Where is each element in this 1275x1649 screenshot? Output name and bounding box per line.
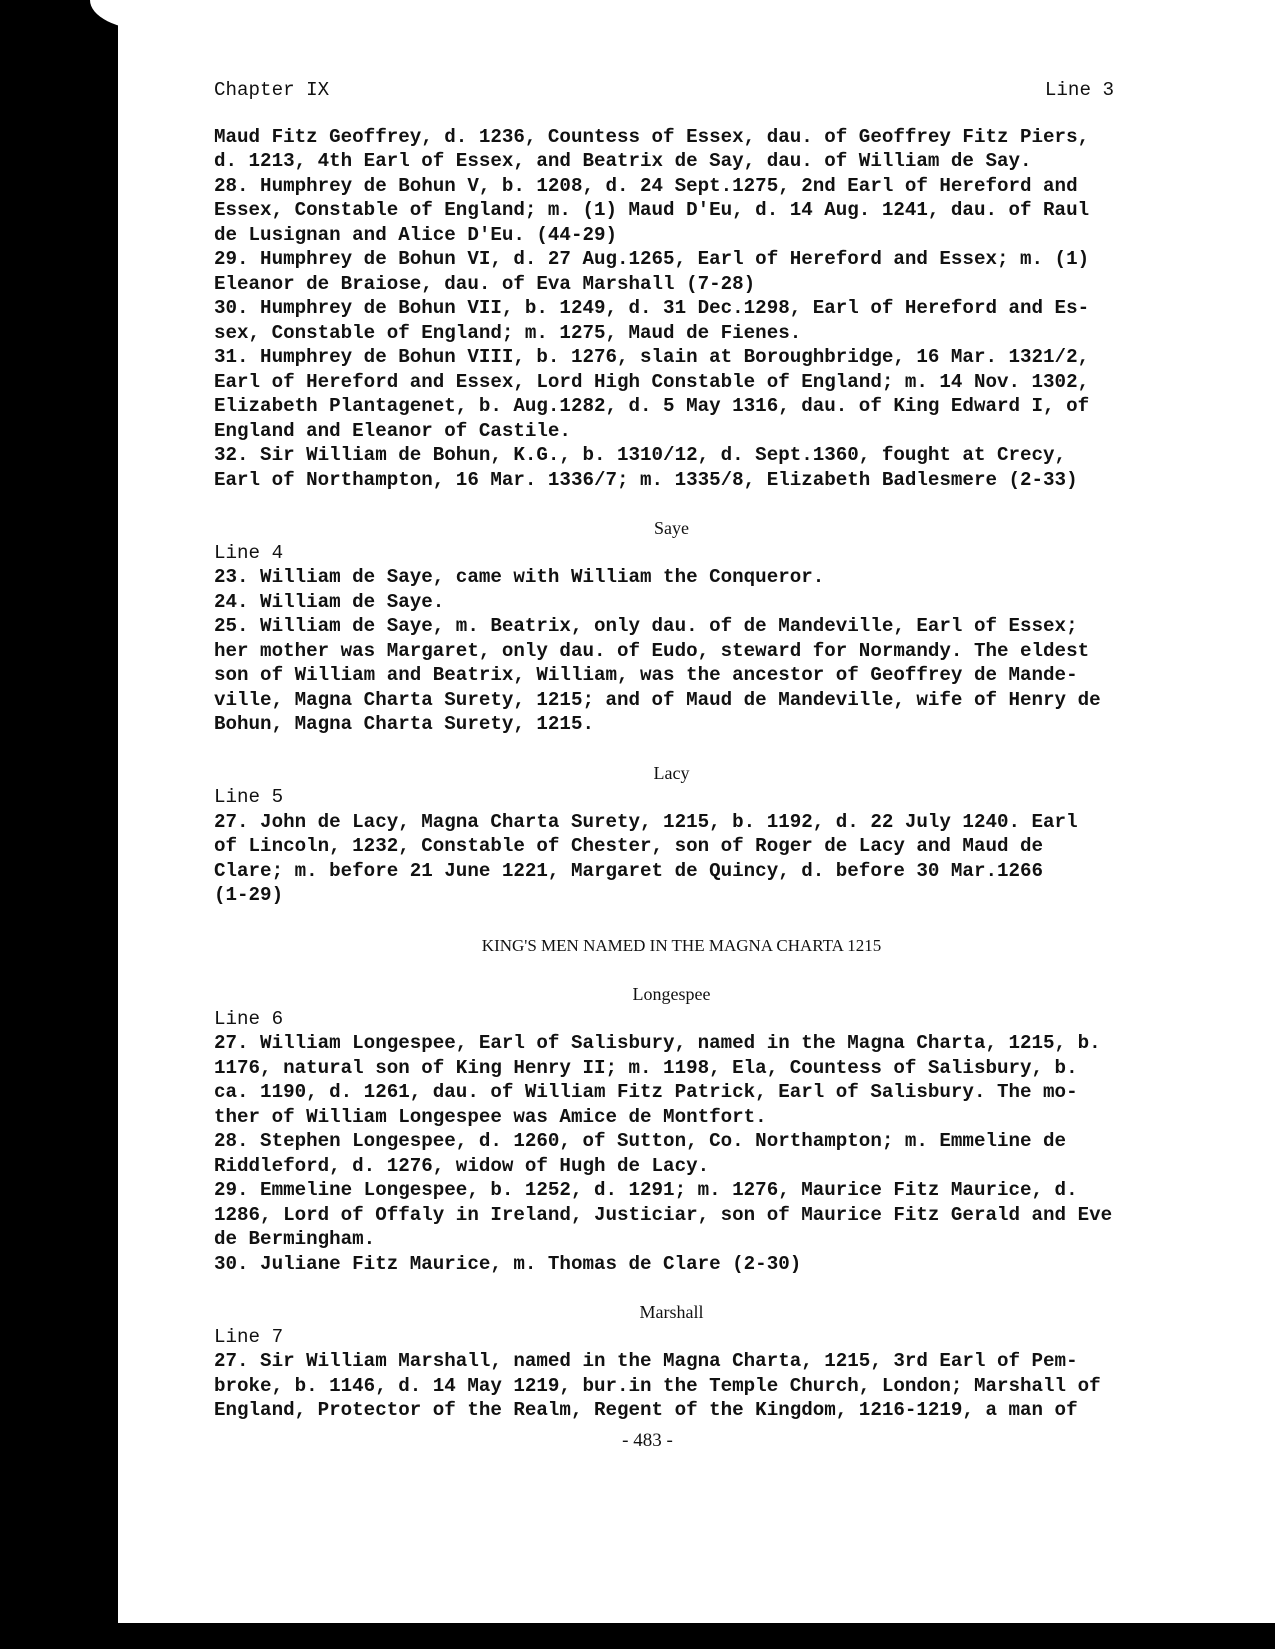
text-line: Clare; m. before 21 June 1221, Margaret de Quincy, d. before 30 Mar.1266 [214, 859, 1044, 882]
section-title-lacy: Lacy [653, 762, 690, 783]
text-line: Earl of Hereford and Essex, Lord High Constable of England; m. 14 Nov. 1302, [214, 370, 1090, 393]
text-line: 28. Stephen Longespee, d. 1260, of Sutton, Co. Northampton; m. Emmeline de [214, 1130, 1067, 1152]
marshall-block [214, 1349, 1189, 1423]
saye-block [214, 565, 1189, 737]
text-line: 30. Juliane Fitz Maurice, m. Thomas de Clare (2-30) [214, 1252, 802, 1275]
text-line: England, Protector of the Realm, Regent of the Kingdom, 1216-1219, a man of [214, 1399, 1078, 1421]
text-line: d. 1213, 4th Earl of Essex, and Beatrix de Say, dau. of William de Say. [214, 150, 1032, 172]
text-line: England and Eleanor of Castile. [214, 419, 571, 442]
text-line: ther of William Longespee was Amice de Montfort. [214, 1105, 767, 1128]
text-line: (1-29) [214, 884, 284, 906]
text-line: ville, Magna Charta Surety, 1215; and of Maud de Mandeville, wife of Henry de [214, 688, 1101, 711]
text-line: sex, Constable of England; m. 1275, Maud de Fienes. [214, 321, 802, 344]
text-line: 31. Humphrey de Bohun VIII, b. 1276, slain at Boroughbridge, 16 Mar. 1321/2, [214, 346, 1090, 368]
text-line: 1176, natural son of King Henry II; m. 1198, Ela, Countess of Salisbury, b. [214, 1056, 1078, 1079]
intro-block [214, 125, 1189, 493]
text-line: ca. 1190, d. 1261, dau. of William Fitz Patrick, Earl of Salisbury. The mo- [214, 1081, 1078, 1103]
text-line: Bohun, Magna Charta Surety, 1215. [214, 713, 594, 735]
text-line: Essex, Constable of England; m. (1) Maud D'Eu, d. 14 Aug. 1241, dau. of Raul [214, 199, 1090, 221]
text-line: Eleanor de Braiose, dau. of Eva Marshall (7-28) [214, 272, 756, 295]
text-line: her mother was Margaret, only dau. of Eudo, steward for Normandy. The eldest [214, 639, 1090, 662]
scan-edge-notch [90, 0, 150, 30]
text-line: 27. John de Lacy, Magna Charta Surety, 1215, b. 1192, d. 22 July 1240. Earl [214, 810, 1078, 833]
text-line: de Bermingham. [214, 1228, 376, 1250]
text-line: 29. Emmeline Longespee, b. 1252, d. 1291; m. 1276, Maurice Fitz Maurice, d. [214, 1179, 1078, 1201]
text-line: 27. Sir William Marshall, named in the Magna Charta, 1215, 3rd Earl of Pem- [214, 1350, 1078, 1372]
line-label: Line 7 [214, 1325, 284, 1348]
text-line: 32. Sir William de Bohun, K.G., b. 1310/12, d. Sept.1360, fought at Crecy, [214, 444, 1067, 466]
lacy-block [214, 810, 1189, 908]
text-line: 27. William Longespee, Earl of Salisbury, named in the Magna Charta, 1215, b. [214, 1032, 1101, 1054]
section-title-longespee: Longespee [632, 984, 711, 1004]
line-label: Line 6 [214, 1007, 284, 1030]
text-line: 29. Humphrey de Bohun VI, d. 27 Aug.1265, Earl of Hereford and Essex; m. (1) [214, 248, 1090, 270]
longespee-block [214, 1031, 1189, 1276]
page-header [214, 78, 1189, 103]
text-line: de Lusignan and Alice D'Eu. (44-29) [214, 223, 618, 246]
text-line: 23. William de Saye, came with William the Conqueror. [214, 566, 825, 588]
kings-men-heading: KING'S MEN NAMED IN THE MAGNA CHARTA 1215 [481, 935, 882, 955]
text-line: Maud Fitz Geoffrey, d. 1236, Countess of Essex, dau. of Geoffrey Fitz Piers, [214, 125, 1090, 148]
line-label: Line 5 [214, 786, 284, 808]
text-line: broke, b. 1146, d. 14 May 1219, bur.in the Temple Church, London; Marshall of [214, 1374, 1101, 1397]
text-line: 1286, Lord of Offaly in Ireland, Justiciar, son of Maurice Fitz Gerald and Eve [214, 1203, 1113, 1226]
line-label-header: Line 3 [1044, 79, 1114, 101]
text-line: Riddleford, d. 1276, widow of Hugh de Lacy. [214, 1154, 710, 1177]
text-line: Elizabeth Plantagenet, b. Aug.1282, d. 5 May 1316, dau. of King Edward I, of [214, 395, 1090, 417]
page-number: - 483 - [622, 1430, 673, 1451]
text-line: 28. Humphrey de Bohun V, b. 1208, d. 24 Sept.1275, 2nd Earl of Hereford and [214, 174, 1078, 197]
section-title-saye: Saye [654, 518, 689, 538]
chapter-label: Chapter IX [214, 79, 330, 101]
text-line: 30. Humphrey de Bohun VII, b. 1249, d. 31 Dec.1298, Earl of Hereford and Es- [214, 297, 1090, 319]
text-line: 25. William de Saye, m. Beatrix, only dau. of de Mandeville, Earl of Essex; [214, 615, 1078, 637]
scan-bottom-edge [0, 1623, 1275, 1649]
text-line: 24. William de Saye. [214, 590, 445, 613]
document-page [214, 78, 1189, 1423]
section-title-marshall: Marshall [639, 1302, 704, 1322]
line-label: Line 4 [214, 541, 284, 564]
text-line: Earl of Northampton, 16 Mar. 1336/7; m. 1335/8, Elizabeth Badlesmere (2-33) [214, 468, 1078, 491]
scan-left-edge [0, 0, 118, 1649]
text-line: son of William and Beatrix, William, was the ancestor of Geoffrey de Mande- [214, 664, 1078, 686]
text-line: of Lincoln, 1232, Constable of Chester, son of Roger de Lacy and Maud de [214, 835, 1044, 857]
